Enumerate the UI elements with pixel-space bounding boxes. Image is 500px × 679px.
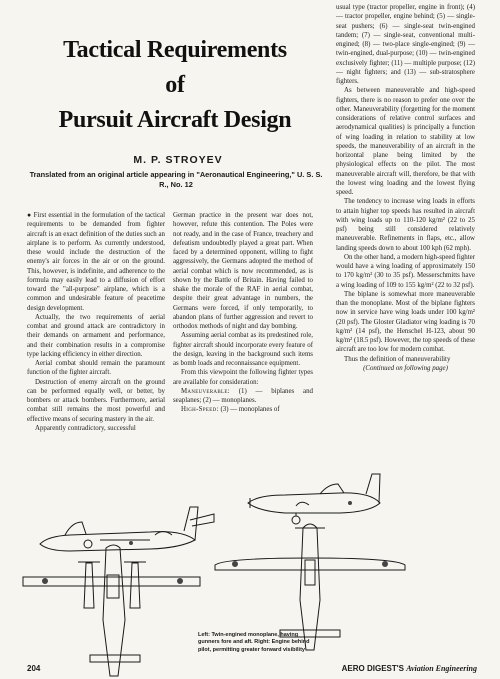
body-column-1 xyxy=(27,211,165,433)
body-column-3 xyxy=(336,3,475,373)
paragraph: usual type (tractor propeller, engine in front); (4) — tractor propeller, engine behind; (5) — single-seat pushers; (6) — single-seat twin-engined tandem; (7) — single-seat, conventional multi-engined; (8) — two-place single-engined; (9) — twin-engined, dual-purpose; (10) — twin-engined exclusively fighter; (11) — multiple purpose; (12) — night fighters; and (13) — sub-stratosphere fighters. xyxy=(336,4,475,85)
paragraph: Apparently contradictory, successful xyxy=(35,424,136,432)
author-byline: M. P. STROYEV xyxy=(133,154,223,166)
single-engine-side-view xyxy=(248,474,380,524)
publication-name xyxy=(342,664,477,673)
figure-caption: Left: Twin-engined monoplane, having gunners fore and aft. Right: Engine behind pilot, permitting greater forward visibility xyxy=(198,632,310,653)
translation-note: Translated from an original article appearing in "Aeronautical Engineering," U. S. S. R., No. 12 xyxy=(29,170,323,189)
paragraph: German practice in the present war does not, however, refute this contention. The Poles were not ready, and in the case of France, treachery and defeatism undoubtedly played a great part. When faced by a determined opponent, willing to fight aggressively, the Germans adopted the method of aerial combat which is now recommended, as is shown by the Battle of Britain. Having failed to shake the morale of the RAF in aerial combat, despite their great advantage in numbers, the Germans were forced, if only temporarily, to abandon plans of further aggression and revert to orthodox methods of night and day bombing. xyxy=(173,212,313,330)
paragraph: The biplane is somewhat more maneuverable than the monoplane. Most of the biplane fighters now in service have wing loads under 100 kg/m² (20 psf). The Gloster Gladiator wing loading is 70 kg/m² (14 psf), the Henschel H-123, about 90 kg/m² (18.5 psf). However, the top speeds of these aircraft are too low for modern combat. xyxy=(336,290,475,354)
paragraph: Actually, the two requirements of aerial combat and ground attack are contradictory in their demands on armament and performance, and their combination results in a compromise type lacking efficiency in either direction. xyxy=(27,313,165,358)
article-title-line-2: of xyxy=(165,72,185,98)
list-text: (1) — biplanes and seaplanes; (2) — monoplanes. xyxy=(173,387,313,404)
publication-title: Aviation Engineering xyxy=(406,664,477,673)
list-label: High-Speed: xyxy=(181,406,219,414)
twin-engine-side-view xyxy=(40,507,214,551)
body-column-2 xyxy=(173,211,313,415)
list-item xyxy=(173,405,313,414)
article-title-line-3: Pursuit Aircraft Design xyxy=(58,107,292,133)
list-label: Maneuverable: xyxy=(181,387,230,395)
paragraph: Thus the definition of maneuverability xyxy=(344,355,451,363)
page-number: 204 xyxy=(27,664,41,673)
article-title-line-1: Tactical Requirements xyxy=(63,37,287,63)
continued-note: (Continued on following page) xyxy=(363,364,448,372)
paragraph: From this viewpoint the following fighter types are available for consideration: xyxy=(173,369,313,386)
roundels xyxy=(42,501,388,584)
paragraph: ● First essential in the formulation of the tactical requirements to be demanded from fighter aircraft is an exact definition of the duties such an airplane is to perform. As currently understood, these would include the destruction of the enemy's air forces in the air or on the ground. This, however, is indefinite, and adherence to the formula may easily lead to a diffusion of effort toward the "all-purpose" airplane, which is a common and undesirable feature of peacetime design development. xyxy=(27,212,165,312)
paragraph: Destruction of enemy aircraft on the ground can be performed equally well, or better, by bombers or attack bombers. Furthermore, aerial combat still remains the most powerful and effective means of securing mastery in the air. xyxy=(27,378,165,423)
paragraph: Assuming aerial combat as its predestined role, fighter aircraft should incorporate every feature of the design, leaving in the background such items as bomb loads and reconnaissance equipment. xyxy=(173,332,313,367)
list-item xyxy=(173,387,313,406)
publication-prefix: AERO DIGEST'S xyxy=(341,664,404,673)
paragraph: On the other hand, a modern high-speed fighter would have a wing loading of approximately 150 to 170 kg/m² (30 to 35 psf). Messerschmitts have a wing loading of 109 to 155 kg/m² (22 to 32 psf). xyxy=(336,253,475,289)
paragraph: Aerial combat should remain the paramount function of the fighter aircraft. xyxy=(27,360,165,377)
twin-engine-plan-view xyxy=(23,545,200,676)
list-text: (3) — monoplanes of xyxy=(220,406,280,414)
paragraph: The tendency to increase wing loads in efforts to attain higher top speeds has resulted in aircraft with wing loads up to 110-120 kg/m² (22 to 25 psf) being still considered relatively maneuverable. Refinements in flaps, etc., allow landing speeds down to about 100 kph (62 mph). xyxy=(336,198,475,252)
paragraph: As between maneuverable and high-speed fighters, there is no reason to prefer one over the other. Maneuverability (forgetting for the moment considerations of relative control surfaces and aerodynamical qualities) is principally a function of wing loading in relation to stability at low speeds, the maneuverability of an aircraft in the horizontal plane being limited by the physiological effects on the pilot. The most maneuverable aircraft will, therefore, be that with the lowest wing loading and the lowest flying speed. xyxy=(336,87,475,196)
